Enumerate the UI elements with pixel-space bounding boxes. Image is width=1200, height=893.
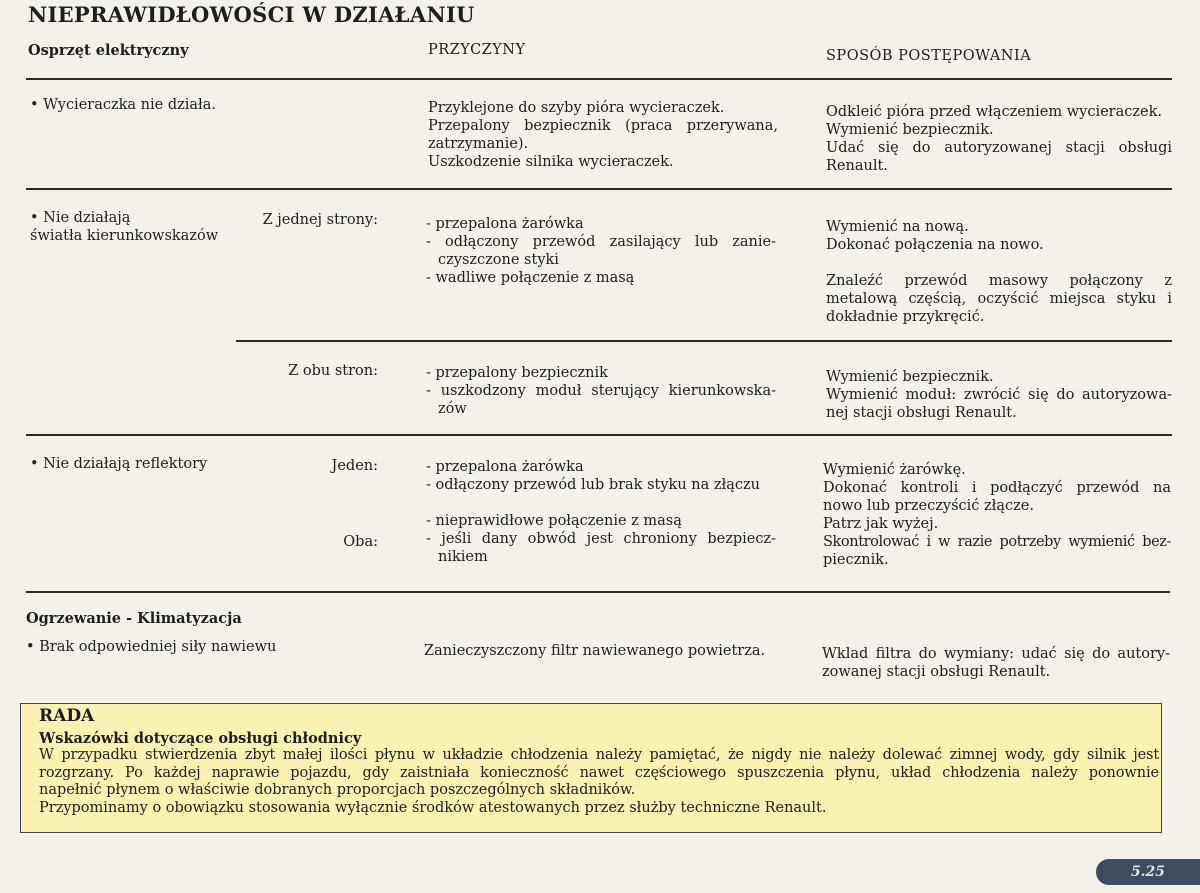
column-header-actions: SPOSÓB POSTĘPOWANIA <box>826 48 1032 64</box>
label-one-side: Z jednej strony: <box>262 212 378 228</box>
row-divider <box>26 591 1170 593</box>
label-both-sides: Z obu stron: <box>288 363 378 379</box>
causes-indicators-one-side: - przepalona żarówka - odłączony przewód zasilający lub zanie- czyszczone styki - wadliwe połączenie z masą <box>426 216 776 286</box>
actions-airflow: Wklad filtra do wymiany: udać się do autory- zowanej stacji obsługi Renault. <box>822 646 1170 680</box>
causes-indicators-both-sides: - przepalony bezpiecznik - uszkodzony moduł sterujący kierunkowska- zów <box>426 365 776 417</box>
actions-headlights: Wymienić żarówkę. Dokonać kontroli i podłączyć przewód na nowo lub przeczyścić złącze. Patrz jak wyżej. Skontrolować i w razie potrzeby wymienić bez- piecznik. <box>823 462 1171 568</box>
advice-text: W przypadku stwierdzenia zbyt małej ilości płynu w układzie chłodzenia należy pamiętać, że nigdy nie należy dolewać zimnej wody, gdy silnik jest rozgrzany. Po każdej naprawie pojazdu, gdy zaistniała konieczność nawet częściowego spuszczenia płynu, układ chłodzenia należy ponownie napełnić płynem o właściwie dobranych proporcjach poszczególnych składników. Przypominamy o obowiązku stosowania wyłącznie środków atestowanych przez służby techniczne Renault. <box>39 747 1159 816</box>
section-heading-heating: Ogrzewanie - Klimatyzacja <box>26 610 242 627</box>
advice-box <box>20 703 1162 833</box>
page-number: 5.25 <box>1096 859 1200 885</box>
column-header-causes: PRZYCZYNY <box>428 42 526 58</box>
advice-title: RADA <box>39 706 95 726</box>
label-both-headlights: Oba: <box>343 534 378 550</box>
actions-indicators-one-side: Wymienić na nową. Dokonać połączenia na nowo. Znaleźć przewód masowy połączony z metalową częścią, oczyścić miejsca styku i dokładnie przykręcić. <box>826 219 1172 325</box>
causes-wiper: Przyklejone do szyby pióra wycieraczek. Przepalony bezpiecznik (praca przerywana, zatrzymanie). Uszkodzenie silnika wycieraczek. <box>428 100 778 170</box>
problem-indicators: • Nie działają światła kierunkowskazów <box>30 210 219 244</box>
cause-airflow: Zanieczyszczony filtr nawiewanego powietrza. <box>424 643 766 659</box>
problem-headlights: • Nie działają reflektory <box>30 456 208 472</box>
section-heading-electrical: Osprzęt elektryczny <box>28 42 189 59</box>
sub-row-divider <box>236 340 1172 342</box>
header-divider <box>26 78 1172 80</box>
actions-indicators-both-sides: Wymienić bezpiecznik. Wymienić moduł: zwrócić się do autoryzowa- nej stacji obsługi Renault. <box>826 369 1172 421</box>
row-divider <box>26 434 1172 436</box>
row-divider <box>26 188 1172 190</box>
advice-subtitle: Wskazówki dotyczące obsługi chłodnicy <box>39 730 362 747</box>
page-title: NIEPRAWIDŁOWOŚCI W DZIAŁANIU <box>28 2 475 27</box>
label-one-headlight: Jeden: <box>331 458 378 474</box>
causes-headlights: - przepalona żarówka - odłączony przewód lub brak styku na złączu - nieprawidłowe połączenie z masą - jeśli dany obwód jest chroniony bezpiecz- nikiem <box>426 459 776 565</box>
problem-wiper: • Wycieraczka nie działa. <box>30 97 216 113</box>
actions-wiper: Odkleić pióra przed włączeniem wycieraczek. Wymienić bezpiecznik. Udać się do autoryzowanej stacji obsługi Renault. <box>826 104 1172 174</box>
problem-airflow: • Brak odpowiedniej siły nawiewu <box>26 639 277 655</box>
